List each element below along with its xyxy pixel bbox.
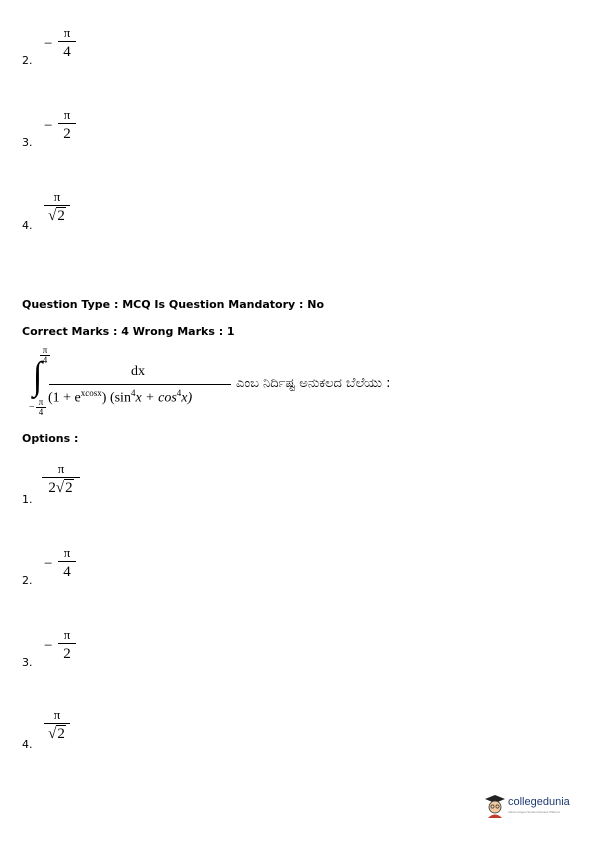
minus-sign: − [44, 638, 53, 654]
kannada-question-text: ಎಂಬ ನಿರ್ದಿಷ್ಟ ಅನುಕಲದ ಬೆಲೆಯು : [236, 376, 391, 391]
option-number: 3. [22, 136, 33, 149]
denominator-part: ) (sin [101, 390, 131, 406]
option-number: 4. [22, 219, 33, 232]
fraction [58, 108, 76, 142]
fraction [44, 190, 70, 224]
integral-sign: ∫ [33, 355, 43, 398]
fraction-bar [44, 205, 70, 206]
fraction [44, 708, 70, 742]
fraction-numerator: π [53, 707, 61, 722]
fraction-denominator: 2 [63, 126, 71, 142]
collegedunia-logo [484, 794, 580, 818]
lower-limit-sign: − [29, 402, 35, 413]
fraction-numerator: π [53, 189, 61, 204]
upper-limit-numerator: π [42, 345, 48, 355]
sqrt-symbol: √ [48, 726, 57, 742]
fraction-bar [58, 561, 76, 562]
denominator-part: (1 + e [48, 390, 81, 406]
option-number: 1. [22, 493, 33, 506]
denominator-part: x + cos [135, 390, 177, 406]
sin-power: 4 [130, 388, 136, 398]
integrand-numerator: dx [131, 364, 145, 379]
lower-limit-denominator: 4 [38, 407, 44, 417]
lower-limit-numerator: π [38, 397, 44, 407]
option-number: 2. [22, 54, 33, 67]
integrand-bar [49, 384, 231, 385]
logo-name: collegedunia [508, 796, 570, 808]
radicand: 2 [57, 208, 65, 224]
fraction [58, 628, 76, 662]
fraction [42, 462, 80, 496]
fraction-numerator: π [57, 461, 65, 476]
minus-sign: − [44, 36, 53, 52]
fraction-bar [42, 477, 80, 478]
fraction-numerator: π [63, 545, 71, 560]
fraction-denominator [44, 208, 70, 224]
fraction-denominator [44, 726, 70, 742]
lower-limit [36, 398, 46, 417]
integrand-denominator [48, 388, 192, 407]
fraction-denominator: 4 [63, 44, 71, 60]
graduate-avatar-icon [484, 794, 506, 818]
denominator-part: x) [181, 390, 193, 406]
options-label: Options : [22, 432, 79, 445]
fraction-numerator: π [63, 107, 71, 122]
fraction [58, 26, 76, 60]
fraction [58, 546, 76, 580]
exponent: xcosx [80, 388, 102, 398]
fraction-bar [58, 643, 76, 644]
fraction-bar [58, 123, 76, 124]
fraction-numerator: π [63, 25, 71, 40]
denominator-prefix: 2 [48, 480, 56, 496]
fraction-numerator: π [63, 627, 71, 642]
option-number: 3. [22, 656, 33, 669]
minus-sign: − [44, 118, 53, 134]
sqrt-symbol: √ [55, 480, 65, 496]
minus-sign: − [44, 556, 53, 572]
fraction-denominator: 4 [63, 564, 71, 580]
fraction-bar [44, 723, 70, 724]
fraction-bar [58, 41, 76, 42]
option-number: 2. [22, 574, 33, 587]
fraction-denominator: 2 [63, 646, 71, 662]
upper-limit-denominator: 4 [42, 355, 48, 365]
cos-power: 4 [176, 388, 182, 398]
logo-tagline: India's largest Student Review Platform [508, 810, 561, 814]
fraction-denominator [42, 480, 80, 496]
question-type-line: Question Type : MCQ Is Question Mandatory : No [22, 298, 325, 311]
option-number: 4. [22, 738, 33, 751]
sqrt-symbol: √ [48, 208, 57, 224]
marks-line: Correct Marks : 4 Wrong Marks : 1 [22, 325, 235, 338]
radicand: 2 [57, 726, 65, 742]
radicand: 2 [65, 480, 73, 496]
